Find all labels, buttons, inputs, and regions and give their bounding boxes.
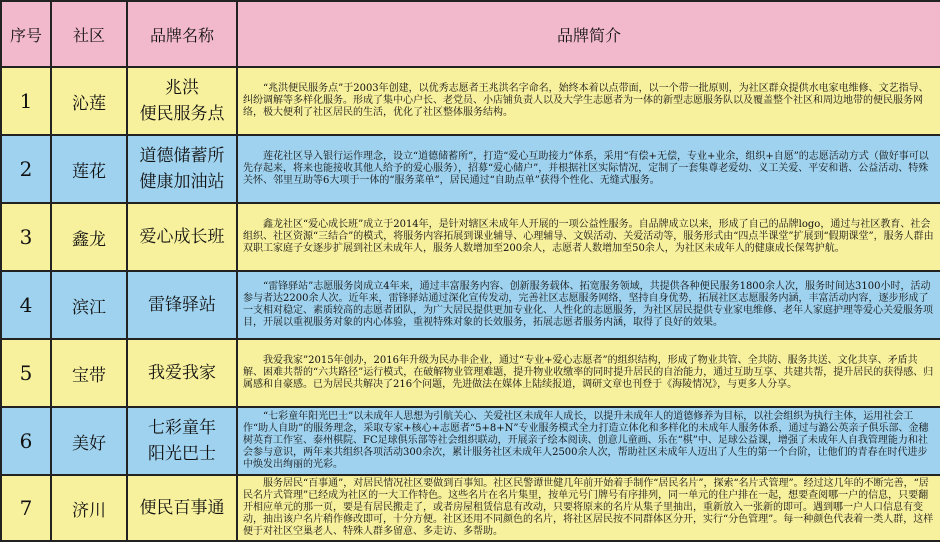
table-row [1, 407, 940, 475]
brand-name [127, 67, 237, 135]
community-name: 鑫龙 [51, 203, 127, 271]
row-number: 4 [1, 271, 51, 339]
brand-name-line1: 兆洪 [165, 78, 199, 98]
table-header-row [1, 1, 940, 67]
brand-intro: “兆洪便民服务点”于2003年创建，以优秀志愿者王兆洪名字命名，始终本着以点带面，以一个带一批原则，为社区群众提供水电家电维修、文艺指导、纠纷调解等多样化服务。形成了集中心户长、老党员、小店铺负责人以及大学生志愿者为一体的新型志愿服务队以及覆盖整个社区和周边地带的便民服务网络，极大便利了社区居民的生活，优化了社区整体服务结构。 [237, 67, 940, 135]
brand-name-line2: 健康加油站 [139, 172, 225, 192]
header-brand-name: 品牌名称 [127, 1, 237, 67]
brand-name [127, 271, 237, 339]
brand-name [127, 339, 237, 407]
row-number: 2 [1, 135, 51, 203]
table-row [1, 67, 940, 135]
brand-intro: 我爱我家”2015年创办，2016年升级为民办非企业，通过“专业+爱心志愿者”的组织结构，形成了物业共管、全共防、服务共送、文化共享、矛盾共解、困难共帮的“六共路径”运行模式，在破解物业管理难题，提升物业收缴率的同时提升居民的自治能力，通过互助互享、共建共帮，提升居民的获得感、归属感和自豪感。已为居民共解决了216个问题，先进做法在媒体上陆续报道，调研文章也刊登于《海陵情况》，与更多人分享。 [237, 339, 940, 407]
brand-name-line1: 爱心成长班 [139, 227, 225, 247]
community-name: 宝带 [51, 339, 127, 407]
brand-name-line1: 七彩童年 [148, 418, 216, 438]
community-name: 莲花 [51, 135, 127, 203]
row-number: 1 [1, 67, 51, 135]
table-row [1, 339, 940, 407]
brand-intro: “雷锋驿站”志愿服务岗成立4年来，通过丰富服务内容、创新服务载体、拓宽服务领域，共提供各种便民服务1800余人次，服务时间达3100小时，活动参与者达2200余人次。近年来，雷锋驿站通过深化宣传发动，完善社区志愿服务网络，坚持自身优势，拓展社区志愿服务内涵，丰富活动内容，逐步形成了一支相对稳定、素质较高的志愿者团队，为广大居民提供更加专业化、人性化的志愿服务，为社区居民提供专业家电维修、老年人家庭护理等爱心关爱服务项目，开展以重视服务对象的内心体验，重视特殊对象的长效服务，拓展志愿者服务内涵，取得了良好的效果。 [237, 271, 940, 339]
row-number: 7 [1, 475, 51, 541]
brand-intro: 莲花社区导入银行运作理念，设立“道德储蓄所”，打造“爱心互助接力”体系，采用“有偿+无偿，专业+业余，组织+自愿”的志愿活动方式（做好事可以先存起来，将来也能接收其他人给予的爱心服务），招募“爱心储户”，并根据社区实际情况，定制了一套集尊老爱幼、义工关爱、平安和谐、公益活动、特殊关怀、邻里互助等6大项于一体的“服务菜单”，居民通过“自助点单”获得个性化、无缝式服务。 [237, 135, 940, 203]
community-name: 沁莲 [51, 67, 127, 135]
community-name: 美好 [51, 407, 127, 475]
brand-intro: 鑫龙社区“爱心成长班”成立于2014年，是针对辖区未成年人开展的一项公益性服务。自品牌成立以来，形成了自己的品牌logo，通过与社区教育、社会组织、社区资源“三结合”的模式，将服务内容拓展到课业辅导、心理辅导、文娱活动、关爱活动等，服务形式由“四点半课堂”扩展到“假期课堂”，服务人群由双职工家庭子女逐步扩展到社区未成年人，服务人数增加至200余人，志愿者人数增加至50余人，为社区未成年人的健康成长保驾护航。 [237, 203, 940, 271]
brand-name-line1: 我爱我家 [148, 363, 216, 383]
row-number: 3 [1, 203, 51, 271]
brand-name-line1: 便民百事通 [139, 498, 225, 518]
brand-name [127, 407, 237, 475]
brand-name-line1: 道德储蓄所 [139, 146, 225, 166]
row-number: 5 [1, 339, 51, 407]
header-no: 序号 [1, 1, 51, 67]
table-row [1, 475, 940, 541]
brand-intro: 服务居民“百事通”，对居民情况社区要做到百事知。社区民警谭世健几年前开始着手制作“居民名片”，探索“名片式管理”。经过这几年的不断完善，“居民名片式管理”已经成为社区的一大工作特色。这些名片在名片集里，按单元号门牌号有序排列，同一单元的住户排在一起，想要查阅哪一户的信息，只要翻开相应单元的那一页，要是有居民搬走了，或者房屋租赁信息有改动，只要将原来的名片从集子里抽出，重新放入一张新的即可。遇到哪一户人口信息有变动，抽出该户名片稍作修改即可，十分方便。社区还用不同颜色的名片，将社区居民按不同群体区分开，实行“分色管理”。每一种颜色代表着一类人群，这样便于对社区空巢老人、特殊人群多留意、多走访、多帮助。 [237, 475, 940, 541]
table-row [1, 271, 940, 339]
brand-intro: “七彩童年阳光巴士”以未成年人思想为引航关心、关爱社区未成年人成长，以提升未成年人的道德修养为目标，以社会组织为执行主体，运用社会工作“助人自助”的服务理念，采取专家+核心+志愿者“5+8+N”专业服务模式全力打造立体化和多样化的未成年人服务体系，通过与潞公英亲子俱乐部、金穗树英育工作室、泰州棋院、FC足球俱乐部等社会组织联动，开展亲子绘本阅读、创意儿童画、乐在“棋”中、足球公益课，增强了未成年人自我管理能力和社会参与意识，两年来共组织各项活动300余次，累计服务社区未成年人2500余人次，帮助社区未成年人迈出了人生的第一个台阶，让他们的青春在时代进步中焕发出绚丽的光彩。 [237, 407, 940, 475]
header-community: 社区 [51, 1, 127, 67]
brand-name-line2: 便民服务点 [139, 104, 225, 124]
row-number: 6 [1, 407, 51, 475]
brand-name [127, 475, 237, 541]
table-row [1, 203, 940, 271]
header-brand-intro: 品牌简介 [237, 1, 940, 67]
brand-name-line1: 雷锋驿站 [148, 295, 216, 315]
community-name: 滨江 [51, 271, 127, 339]
brand-name [127, 203, 237, 271]
brand-name-line2: 阳光巴士 [148, 444, 216, 464]
community-name: 济川 [51, 475, 127, 541]
brand-name [127, 135, 237, 203]
table-row [1, 135, 940, 203]
